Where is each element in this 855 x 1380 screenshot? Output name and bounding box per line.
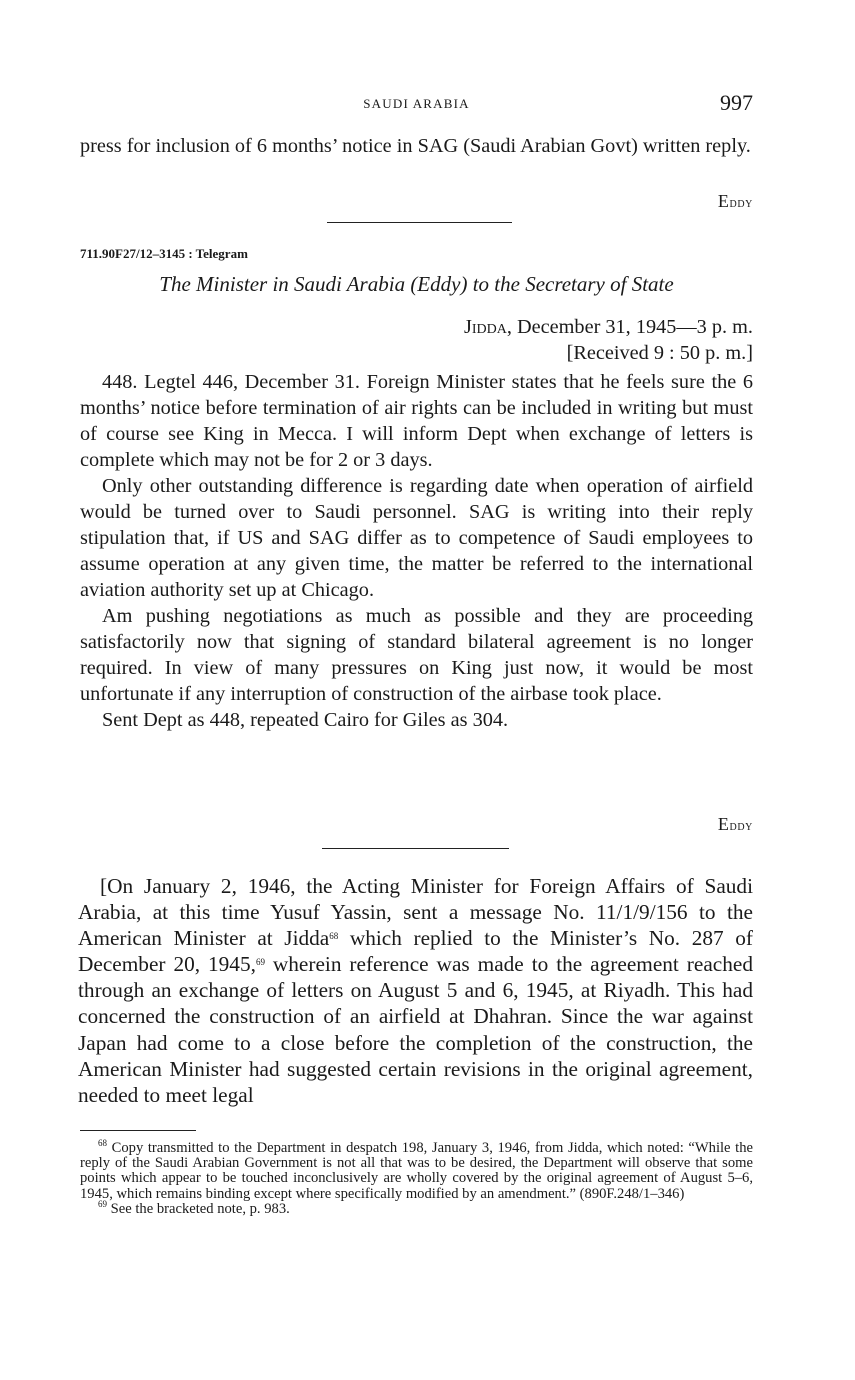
telegram-body bbox=[80, 369, 753, 733]
footnote bbox=[80, 1138, 753, 1202]
footnotes bbox=[80, 1138, 753, 1217]
page-number: 997 bbox=[720, 90, 753, 115]
running-title: SAUDI ARABIA bbox=[363, 96, 470, 111]
file-reference: 711.90F27/12–3145 : Telegram bbox=[80, 246, 248, 261]
telegram-signature: Eddy bbox=[717, 814, 753, 834]
dateline-city: Jidda bbox=[463, 316, 507, 338]
continuation-text-block bbox=[80, 133, 753, 159]
editorial-paragraph bbox=[78, 873, 753, 1108]
footnote-number: 68 bbox=[98, 1138, 107, 1148]
footnote-divider bbox=[80, 1130, 196, 1131]
received-line: [Received 9 : 50 p. m.] bbox=[566, 342, 753, 364]
continuation-signature: Eddy bbox=[717, 191, 753, 211]
running-head bbox=[80, 90, 753, 116]
document-heading: The Minister in Saudi Arabia (Eddy) to the Secretary of State bbox=[159, 272, 674, 296]
dateline-date: , December 31, 1945—3 p. m. bbox=[506, 316, 753, 338]
telegram-paragraph: 448. Legtel 446, December 31. Foreign Minister states that he feels sure the 6 months’ notice before termination of air rights can be included in writing but must of course see King in Mecca. I will inform Dept when exchange of letters is complete which may not be for 2 or 3 days. bbox=[80, 371, 753, 471]
editorial-note bbox=[78, 873, 753, 1108]
telegram-paragraph: Sent Dept as 448, repeated Cairo for Giles as 304. bbox=[102, 709, 509, 731]
footnote-number: 69 bbox=[98, 1198, 107, 1209]
section-divider bbox=[322, 848, 509, 849]
footnote bbox=[80, 1198, 753, 1217]
continuation-paragraph: press for inclusion of 6 months’ notice in SAG (Saudi Arabian Govt) written reply. bbox=[80, 135, 751, 157]
editorial-text: which replied to the Minister’s No. 287 of December 20, 1945, bbox=[78, 926, 753, 977]
telegram-paragraph: Only other outstanding difference is regarding date when operation of airfield would be turned over to Saudi personnel. SAG is writing into their reply stipulation that, if US and SAG differ as to competence of Saudi employees to assume operation at any given time, the matter be referred to the international aviation authority set up at Chicago. bbox=[80, 475, 753, 601]
editorial-text: wherein reference was made to the agreement reached through an exchange of letters on August 5 and 6, 1945, at Riyadh. This had concerned the construction of an airfield at Dhahran. Since the war against Japan had come to a close before the completion of the construction, the American Minister had suggested certain revisions in the original agreement, needed to meet legal bbox=[78, 952, 754, 1107]
footnote-ref-69[interactable]: 69 bbox=[255, 957, 265, 968]
editorial-text: [On January 2, 1946, the Acting Minister for Foreign Affairs of Saudi Arabia, at this time Yusuf Yassin, sent a message No. 11/1/9/156 to the American Minister at Jidda bbox=[78, 874, 753, 951]
footnote-text: See the bracketed note, p. 983. bbox=[110, 1200, 290, 1217]
footnote-ref-68[interactable]: 68 bbox=[329, 931, 339, 942]
footnote-text: Copy transmitted to the Department in despatch 198, January 3, 1946, from Jidda, which noted: “While the reply of the Saudi Arabian Government is not all that was to be desired, the Department will observe that some points which appear to be touched inconclusively are wholly covered by the original agreement of August 5–6, 1945, which remains binding except where specifically modified by an amendment.” (890F.248/1–346) bbox=[80, 1140, 753, 1202]
dateline bbox=[464, 314, 753, 340]
telegram-paragraph: Am pushing negotiations as much as possible and they are proceeding satisfactorily now that signing of standard bilateral agreement is no longer required. In view of many pressures on King just now, it would be most unfortunate if any interruption of construction of the airbase took place. bbox=[80, 605, 753, 705]
section-divider bbox=[327, 222, 512, 223]
